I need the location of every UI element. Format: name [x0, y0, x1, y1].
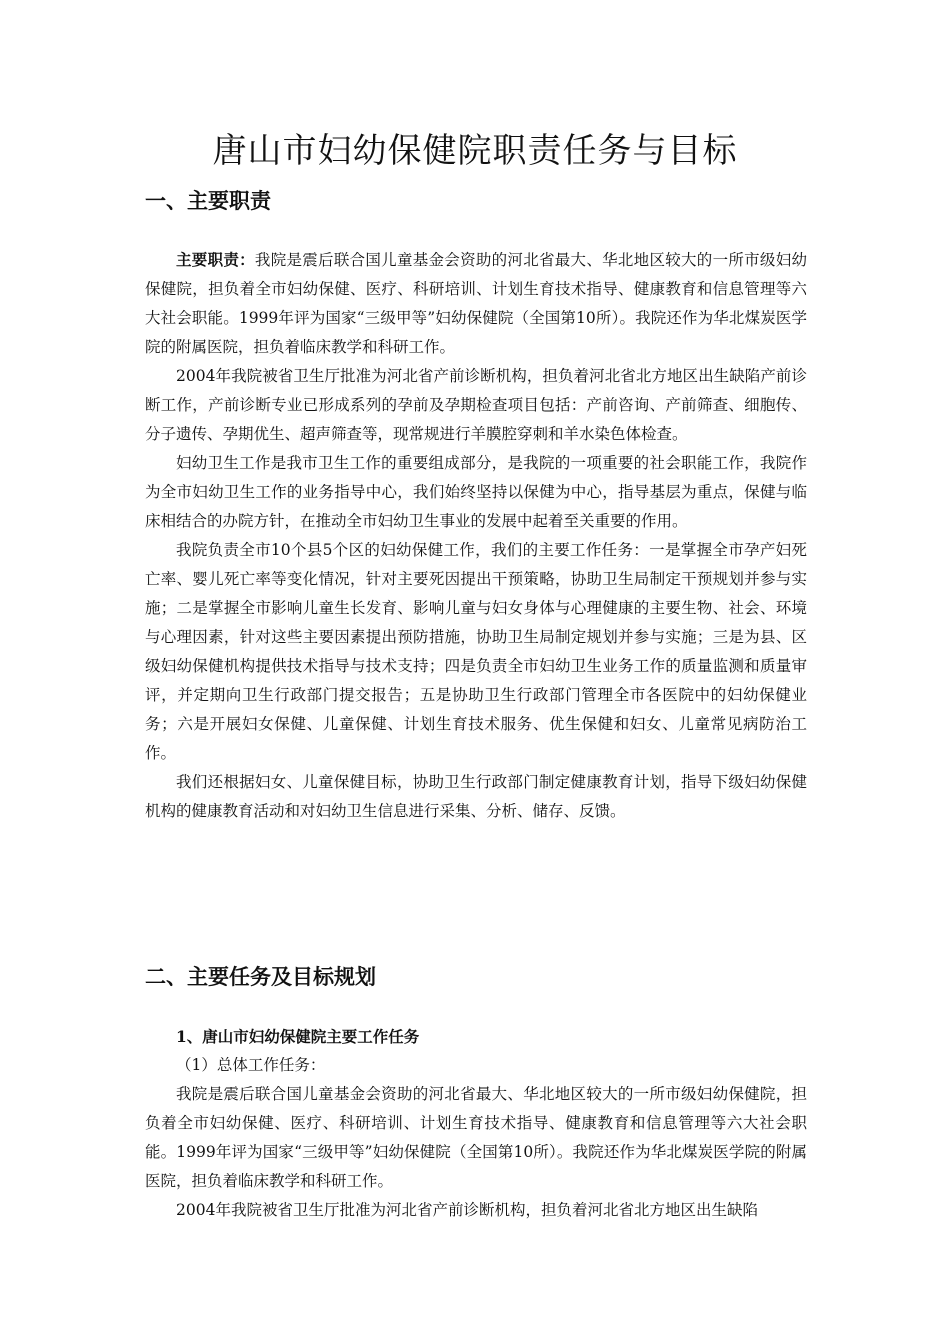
paragraph-lead: 主要职责：: [176, 250, 255, 269]
page-title: 唐山市妇幼保健院职责任务与目标: [212, 131, 738, 171]
section-heading-tasks: 二、主要任务及目标规划: [145, 964, 376, 989]
subheading: 1、唐山市妇幼保健院主要工作任务: [176, 1027, 420, 1046]
paragraph: 我们还根据妇女、儿童保健目标，协助卫生行政部门制定健康教育计划，指导下级妇幼保健机构的健康教育活动和对妇幼卫生信息进行采集、分析、储存、反馈。: [145, 773, 807, 820]
section-body-duties: [145, 245, 807, 826]
paragraph: 2004年我院被省卫生厅批准为河北省产前诊断机构，担负着河北省北方地区出生缺陷产前诊断工作，产前诊断专业已形成系列的孕前及孕期检查项目包括：产前咨询、产前筛查、细胞传、分子遗传、孕期优生、超声筛查等，现常规进行羊膜腔穿刺和羊水染色体检查。: [145, 367, 807, 443]
section-heading-duties: 一、主要职责: [145, 188, 271, 213]
paragraph: 2004年我院被省卫生厅批准为河北省产前诊断机构，担负着河北省北方地区出生缺陷: [176, 1201, 758, 1219]
paragraph: 妇幼卫生工作是我市卫生工作的重要组成部分，是我院的一项重要的社会职能工作，我院作为全市妇幼卫生工作的业务指导中心，我们始终坚持以保健为中心，指导基层为重点，保健与临床相结合的办院方针，在推动全市妇幼卫生事业的发展中起着至关重要的作用。: [145, 454, 807, 530]
paragraph: [145, 245, 807, 362]
paragraph: 我院是震后联合国儿童基金会资助的河北省最大、华北地区较大的一所市级妇幼保健院，担负着全市妇幼保健、医疗、科研培训、计划生育技术指导、健康教育和信息管理等六大社会职能。1999年评为国家“三级甲等”妇幼保健院（全国第10所）。我院还作为华北煤炭医学院的附属医院，担负着临床教学和科研工作。: [145, 1085, 807, 1190]
subheading-item: （1）总体工作任务：: [176, 1056, 326, 1074]
section-body-tasks: [145, 1022, 807, 1225]
paragraph: 我院负责全市10个县5个区的妇幼保健工作，我们的主要工作任务：一是掌握全市孕产妇死亡率、婴儿死亡率等变化情况，针对主要死因提出干预策略，协助卫生局制定干预规划并参与实施；二是掌握全市影响儿童生长发育、影响儿童与妇女身体与心理健康的主要生物、社会、环境与心理因素，针对这些主要因素提出预防措施，协助卫生局制定规划并参与实施；三是为县、区级妇幼保健机构提供技术指导与技术支持；四是负责全市妇幼卫生业务工作的质量监测和质量审评，并定期向卫生行政部门提交报告；五是协助卫生行政部门管理全市各医院中的妇幼保健业务；六是开展妇女保健、儿童保健、计划生育技术服务、优生保健和妇女、儿童常见病防治工作。: [145, 541, 807, 762]
paragraph-text: 我院是震后联合国儿童基金会资助的河北省最大、华北地区较大的一所市级妇幼保健院，担负着全市妇幼保健、医疗、科研培训、计划生育技术指导、健康教育和信息管理等六大社会职能。1999年评为国家“三级甲等”妇幼保健院（全国第10所）。我院还作为华北煤炭医学院的附属医院，担负着临床教学和科研工作。: [145, 251, 807, 356]
